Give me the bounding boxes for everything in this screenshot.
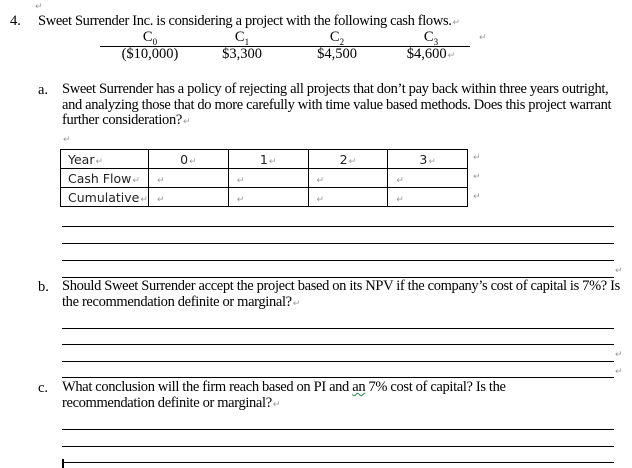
cash-flow-label-c0: $C_0$ [142,29,158,47]
answer-line-c-1[interactable] [62,429,614,430]
paragraph-mark: ↵ [615,350,623,360]
paragraph-mark: ↵ [63,135,71,145]
cash-flow-cell-1[interactable]: ↵ [228,169,308,188]
part-c-question: What conclusion will the firm reach based on PI and an 7% cost of capital? Is the recommendation definite or marginal?↵ [62,379,506,411]
part-a-text: Sweet Surrender has a policy of rejecting all projects that don’t pay back within three years outright, and analyzing those that do more carefully with time value based methods. Does this project warrant further consideration? [62,81,612,128]
paragraph-mark: ↵ [615,266,623,276]
part-b-text: Should Sweet Surrender accept the project based on its NPV if the company’s cost of capital is 7%? Is the recommendation definite or marginal? [62,278,620,310]
answer-line-c-2[interactable] [62,446,614,447]
cumulative-cell-0[interactable]: ↵ [149,188,229,207]
answer-line-b-2[interactable] [62,344,614,345]
answer-line-a-1[interactable] [62,226,614,227]
cash-flow-value-c2: $4,500 [317,46,357,62]
text-cursor [62,459,64,468]
table-row-label: Cumulative↵ [61,188,149,207]
cumulative-cell-1[interactable]: ↵ [228,188,308,207]
cash-flow-value-c3: $4,600↵ [406,46,456,62]
cash-flow-value-c1: $3,300 [222,46,262,62]
table-row [61,150,468,169]
cumulative-cell-3[interactable]: ↵ [388,188,468,207]
cash-flow-cell-0[interactable]: ↵ [149,169,229,188]
answer-line-c-3[interactable] [62,462,614,463]
question-number: 4. [10,13,21,29]
question-intro [38,13,460,30]
table-row [61,169,468,188]
part-a-question: Sweet Surrender has a policy of rejecting all projects that don’t pay back within three years outright, and analyzing those that do more carefully with time value based methods. Does this project warrant further consideration?↵ [62,81,612,128]
cash-flow-cell-2[interactable]: ↵ [308,169,388,188]
table-row [61,188,468,207]
cash-flow-label-c3: $C_3$ [423,29,439,47]
payback-table [60,149,468,207]
paragraph-mark: ↵ [35,2,43,12]
answer-line-a-2[interactable] [62,243,614,244]
cash-flow-label-c1: $C_1$ [234,29,250,47]
paragraph-mark: ↵ [479,33,487,43]
answer-line-b-1[interactable] [62,328,614,329]
part-b-marker: b. [38,279,49,295]
table-header-cell: 1↵ [228,150,308,169]
paragraph-mark: ↵ [473,192,481,202]
cash-flow-label-c2: $C_2$ [329,29,345,47]
table-header-cell: 2↵ [308,150,388,169]
grammar-flag: an [352,379,366,395]
answer-line-b-4[interactable] [62,377,614,378]
answer-line-a-3[interactable] [62,260,614,261]
table-row-label: Cash Flow↵ [61,169,149,188]
paragraph-mark: ↵ [615,367,623,377]
cumulative-cell-2[interactable]: ↵ [308,188,388,207]
table-header-cell: 3↵ [388,150,468,169]
paragraph-mark: ↵ [452,18,460,28]
part-c-marker: c. [38,380,49,396]
table-header-cell: Year↵ [61,150,149,169]
cash-flow-value-c0: ($10,000) [121,46,179,62]
part-b-question: Should Sweet Surrender accept the project based on its NPV if the company’s cost of capital is 7%? Is the recommendation definite or marginal?↵ [62,278,620,310]
paragraph-mark: ↵ [473,153,481,163]
question-intro-text: Sweet Surrender Inc. is considering a project with the following cash flows. [38,13,452,29]
answer-line-b-3[interactable] [62,361,614,362]
cash-flow-cell-3[interactable]: ↵ [388,169,468,188]
part-a-marker: a. [38,82,49,98]
paragraph-mark: ↵ [473,172,481,182]
table-header-cell: 0↵ [149,150,229,169]
